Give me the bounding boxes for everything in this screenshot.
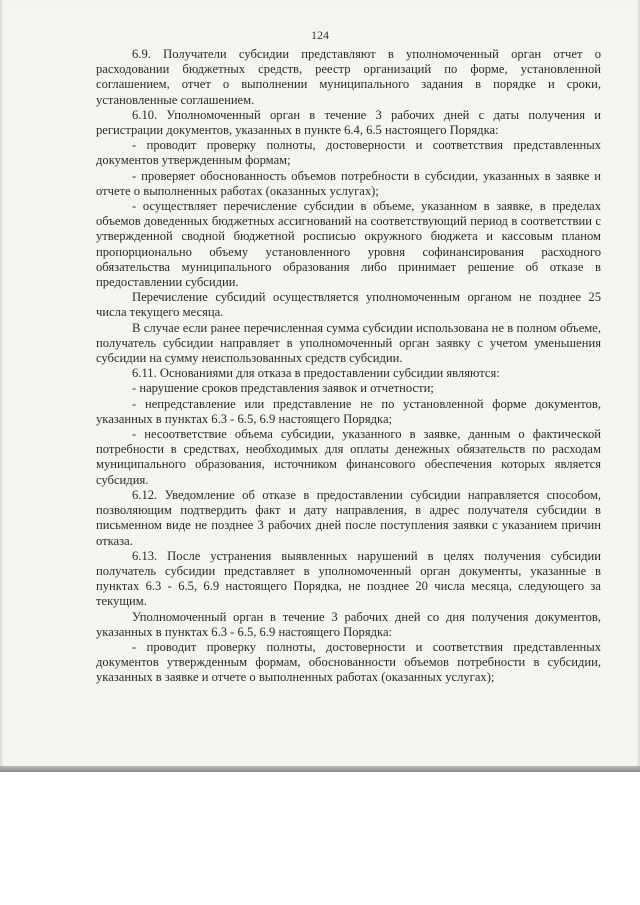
list-item-check-completeness: - проводит проверку полноты, достоверности и соответствия представленных документов утвержденным формам; [96, 138, 601, 168]
paragraph-transfer-deadline: Перечисление субсидий осуществляется уполномоченным органом не позднее 25 числа текущего месяца. [96, 290, 601, 320]
page-number: 124 [311, 28, 329, 42]
list-item-transfer-subsidy: - осуществляет перечисление субсидии в объеме, указанном в заявке, в пределах объемов доведенных бюджетных ассигнований на соответствующий период в соответствии с утвержденной сводной бюджетной росписью окружного бюджета и кассовым планом пропорционально объему установленного уровня софинансирования расходного обязательства муниципального образования либо принимает решение об отказе в предоставлении субсидии. [96, 199, 601, 290]
paragraph-6-10: 6.10. Уполномоченный орган в течение 3 рабочих дней с даты получения и регистрации документов, указанных в пункте 6.4, 6.5 настоящего Порядка: [96, 107, 601, 138]
list-item-documents-missing: - непредставление или представление не по установленной форме документов, указанных в пунктах 6.3 - 6.5, 6.9 настоящего Порядка; [96, 396, 601, 426]
document-body [96, 47, 601, 686]
paragraph-6-13: 6.13. После устранения выявленных нарушений в целях получения субсидии получатель субсидии представляет в уполномоченный орган документы, указанные в пунктах 6.3 - 6.5, 6.9 настоящего Порядка, не позднее 20 числа месяца, следующего за текущим. [96, 548, 601, 609]
paragraph-unused-funds: В случае если ранее перечисленная сумма субсидии использована не в полном объеме, получатель субсидии направляет в уполномоченный орган заявку с учетом уменьшения субсидии на сумму неиспользованных средств субсидии. [96, 320, 601, 366]
list-item-deadline-violation: - нарушение сроков представления заявок и отчетности; [132, 381, 434, 396]
list-item-amount-mismatch: - несоответствие объема субсидии, указанного в заявке, данным о фактической потребности в средствах, необходимых для оплаты денежных обязательств по расходам муниципального образования, источником финансового обеспечения которых является субсидия. [96, 427, 601, 487]
list-item-review-documents: - проводит проверку полноты, достоверности и соответствия представленных документов утвержденным формам, обоснованности объемов потребности в субсидии, указанных в заявке и отчете о выполненных работах (оказанных услугах); [96, 639, 601, 685]
paragraph-6-9: 6.9. Получатели субсидии представляют в уполномоченный орган отчет о расходовании бюджетных средств, реестр организаций по форме, установленной соглашением, отчет о выполнении муниципального задания в порядке и сроки, установленные соглашением. [96, 47, 601, 107]
list-item-check-justification: - проверяет обоснованность объемов потребности в субсидии, указанных в заявке и отчете о выполненных работах (оказанных услугах); [96, 168, 601, 198]
paragraph-authority-review: Уполномоченный орган в течение 3 рабочих дней со дня получения документов, указанных в пунктах 6.3 - 6.5, 6.9 настоящего Порядка: [96, 609, 601, 639]
paragraph-6-12: 6.12. Уведомление об отказе в предоставлении субсидии направляется способом, позволяющим подтвердить факт и дату направления, в адрес получателя субсидии в письменном виде не позднее 3 рабочих дней после поступления заявки с указанием причин отказа. [96, 487, 601, 548]
paragraph-6-11: 6.11. Основаниями для отказа в предоставлении субсидии являются: [132, 366, 500, 381]
